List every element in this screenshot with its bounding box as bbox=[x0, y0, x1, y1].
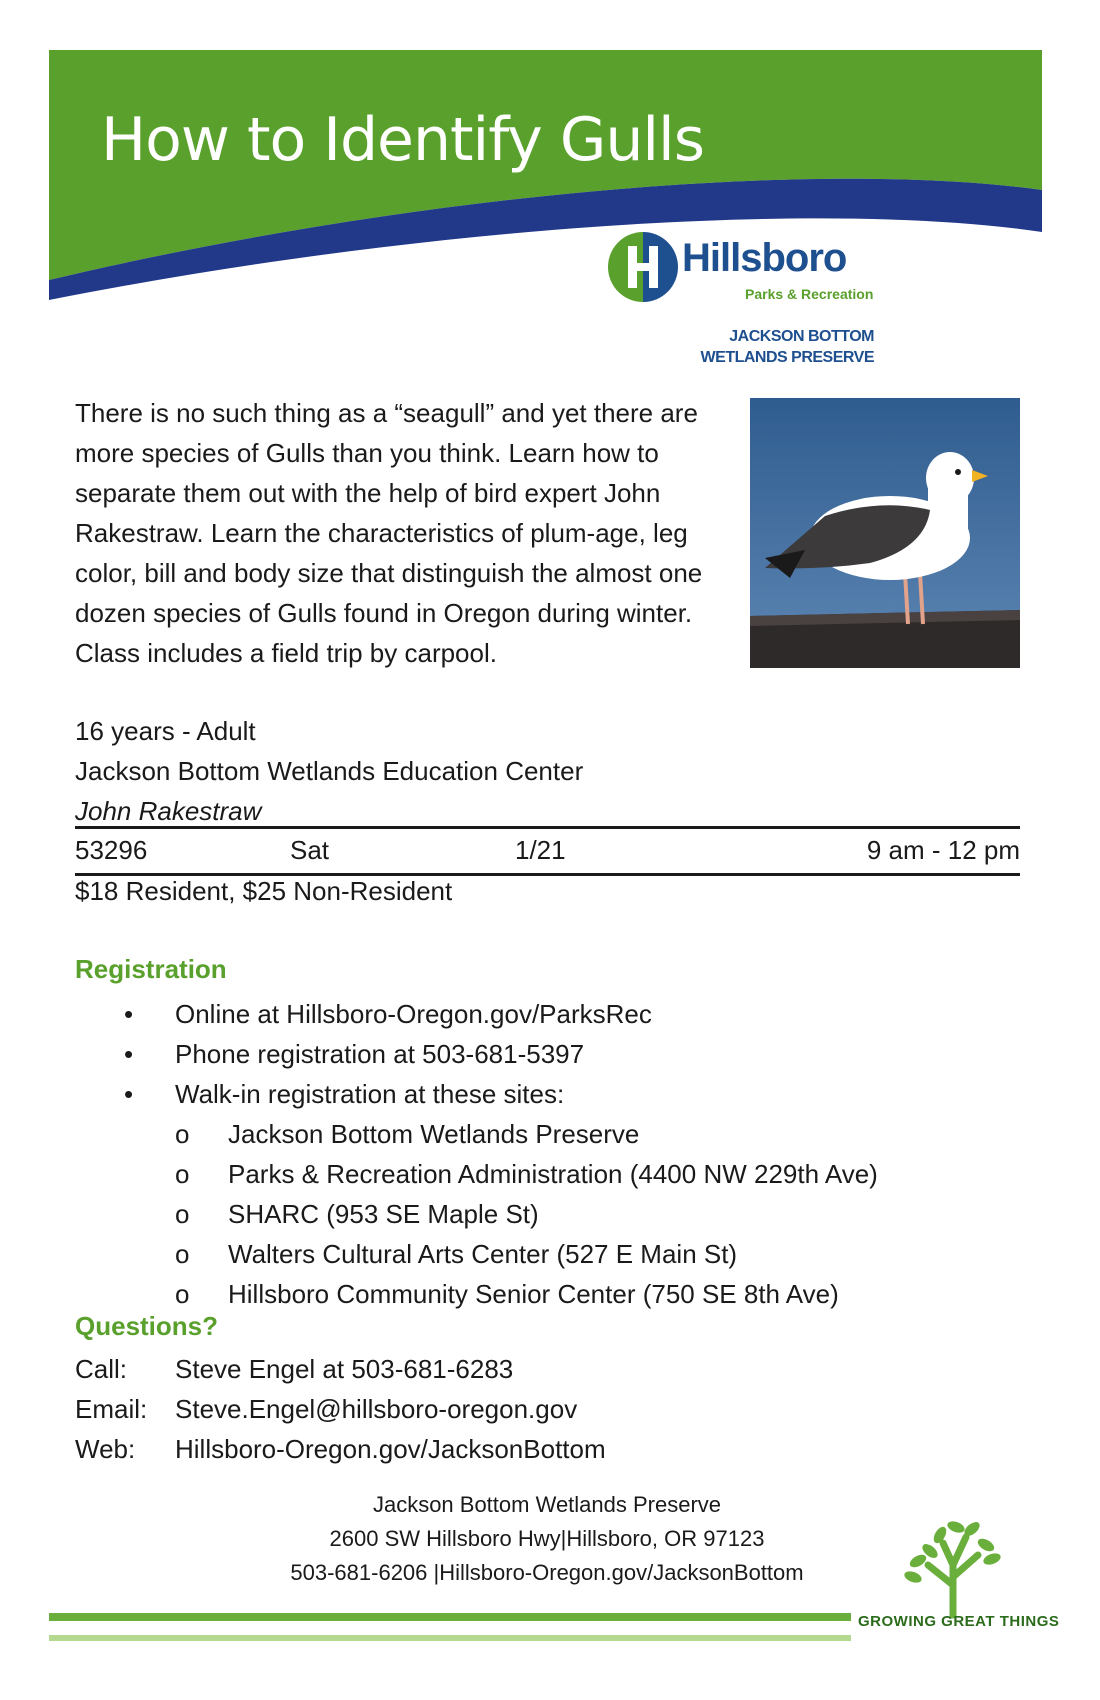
hillsboro-h-icon bbox=[604, 228, 682, 306]
walk-in-site bbox=[0, 1154, 1100, 1194]
sub-bullet-icon: o bbox=[175, 1159, 190, 1189]
age-range: 16 years - Adult bbox=[75, 716, 256, 746]
sub-bullet-icon: o bbox=[175, 1239, 190, 1269]
class-fees: $18 Resident, $25 Non-Resident bbox=[75, 876, 453, 906]
class-number: 53296 bbox=[75, 835, 148, 865]
call-label: Call: bbox=[75, 1354, 128, 1384]
sub-bullet-icon: o bbox=[175, 1279, 190, 1309]
class-time: 9 am - 12 pm bbox=[866, 835, 1020, 865]
bullet-icon: • bbox=[124, 1079, 134, 1109]
logo-name: Hillsboro bbox=[682, 236, 847, 280]
web-value: Hillsboro-Oregon.gov/JacksonBottom bbox=[175, 1434, 606, 1464]
footer-line-2: 2600 SW Hillsboro Hwy|Hillsboro, OR 97123 bbox=[329, 1526, 765, 1551]
registration-list bbox=[0, 994, 1100, 1314]
hillsboro-logo bbox=[604, 228, 894, 366]
logo-preserve-line-2: WETLANDS PRESERVE bbox=[700, 349, 874, 366]
class-schedule-row bbox=[75, 826, 1020, 876]
class-location: Jackson Bottom Wetlands Education Center bbox=[75, 756, 584, 786]
walk-in-site-name: Jackson Bottom Wetlands Preserve bbox=[228, 1119, 640, 1149]
footer-address bbox=[247, 1488, 847, 1590]
logo-subtitle: Parks & Recreation bbox=[745, 286, 874, 302]
walk-in-site-name: Parks & Recreation Administration (4400 NW 229th Ave) bbox=[228, 1159, 878, 1189]
footer-line-3: 503-681-6206 |Hillsboro-Oregon.gov/JacksonBottom bbox=[290, 1560, 804, 1585]
instructor-name: John Rakestraw bbox=[75, 796, 262, 826]
bullet-icon: • bbox=[124, 1039, 134, 1069]
logo-preserve-name bbox=[701, 326, 874, 368]
registration-item-online bbox=[0, 994, 1100, 1034]
registration-online-text: Online at Hillsboro-Oregon.gov/ParksRec bbox=[175, 999, 652, 1029]
footer-rule-dark bbox=[49, 1613, 851, 1621]
gull-photo bbox=[750, 398, 1020, 668]
page-title: How to Identify Gulls bbox=[101, 105, 704, 175]
walk-in-site bbox=[0, 1194, 1100, 1234]
walk-in-site-name: SHARC (953 SE Maple St) bbox=[228, 1199, 539, 1229]
sub-bullet-icon: o bbox=[175, 1199, 190, 1229]
logo-preserve-line-1: JACKSON BOTTOM bbox=[729, 328, 874, 345]
class-day: Sat bbox=[290, 835, 330, 865]
walk-in-site-name: Hillsboro Community Senior Center (750 SE 8th Ave) bbox=[228, 1279, 839, 1309]
registration-item-phone bbox=[0, 1034, 1100, 1074]
class-date: 1/21 bbox=[515, 835, 566, 865]
walk-in-site bbox=[0, 1234, 1100, 1274]
growing-great-things-tagline: GROWING GREAT THINGS bbox=[858, 1613, 1060, 1630]
registration-item-walk-in bbox=[0, 1074, 1100, 1114]
registration-phone-text: Phone registration at 503-681-5397 bbox=[175, 1039, 585, 1069]
call-value: Steve Engel at 503-681-6283 bbox=[175, 1354, 514, 1384]
bullet-icon: • bbox=[124, 999, 134, 1029]
walk-in-site bbox=[0, 1274, 1100, 1314]
class-description: There is no such thing as a “seagull” and yet there are more species of Gulls than you think. Learn how to separate them out with the help of bird expert John Rakestraw. Learn the characteristics of plum-age, leg color, bill and body size that distinguish the almost one dozen species of Gulls found in Oregon during winter. Class includes a field trip by carpool. bbox=[75, 398, 703, 668]
walk-in-site bbox=[0, 1114, 1100, 1154]
registration-walk-in-text: Walk-in registration at these sites: bbox=[175, 1079, 565, 1109]
email-label: Email: bbox=[75, 1394, 148, 1424]
email-value: Steve.Engel@hillsboro-oregon.gov bbox=[175, 1394, 578, 1424]
footer-rule-light bbox=[49, 1635, 851, 1641]
web-label: Web: bbox=[75, 1434, 136, 1464]
registration-heading: Registration bbox=[75, 954, 227, 984]
questions-heading: Questions? bbox=[75, 1311, 219, 1341]
footer-line-1: Jackson Bottom Wetlands Preserve bbox=[372, 1492, 722, 1517]
walk-in-site-name: Walters Cultural Arts Center (527 E Main St) bbox=[228, 1239, 738, 1269]
sub-bullet-icon: o bbox=[175, 1119, 190, 1149]
